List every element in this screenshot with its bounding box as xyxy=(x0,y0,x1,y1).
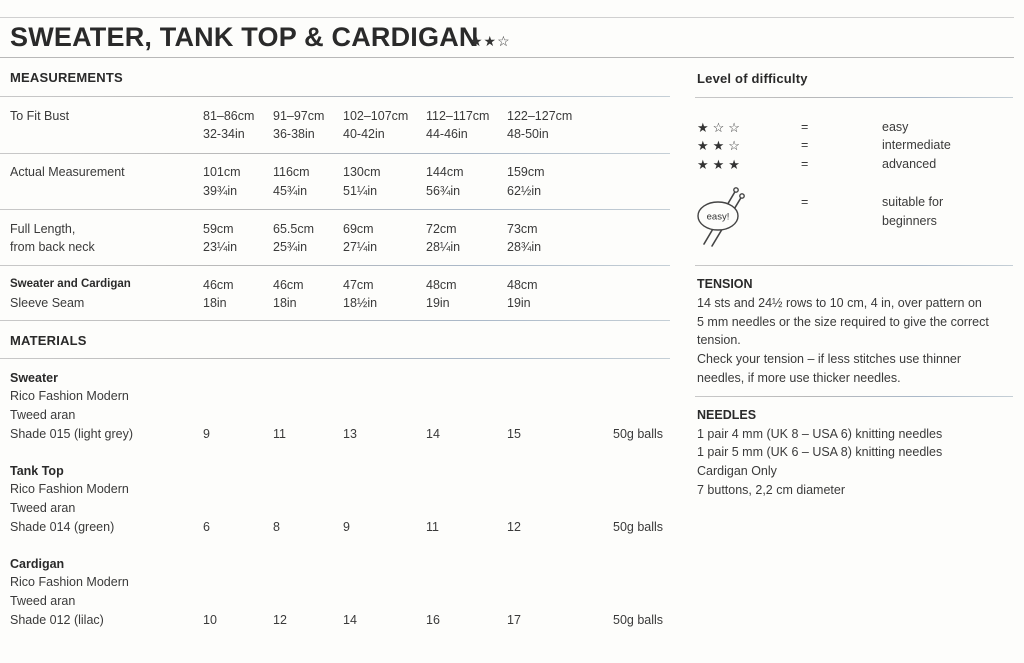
equals-sign: = xyxy=(801,120,809,134)
ball-unit: 50g balls xyxy=(613,427,664,441)
measurements-heading: MEASUREMENTS xyxy=(10,70,123,85)
measure-cell: 73cm xyxy=(507,222,538,236)
ball-count: 14 xyxy=(426,427,440,441)
ball-unit: 50g balls xyxy=(613,520,664,534)
ball-count: 13 xyxy=(343,427,357,441)
title-difficulty-stars: ★★☆ xyxy=(470,33,511,49)
measure-cell: 159cm xyxy=(507,165,545,179)
equals-sign: = xyxy=(801,195,809,209)
section-rule xyxy=(695,97,1013,98)
measure-cell: 27¼in xyxy=(343,240,378,254)
measure-cell: 39¾in xyxy=(203,184,238,198)
measure-cell: 59cm xyxy=(203,222,234,236)
equals-sign: = xyxy=(801,157,809,171)
ball-count: 16 xyxy=(426,613,440,627)
badge-label: beginners xyxy=(882,214,937,228)
measure-cell: 18in xyxy=(203,296,227,310)
ball-count: 14 xyxy=(343,613,357,627)
measure-cell: 62½in xyxy=(507,184,542,198)
measure-cell: 112–117cm xyxy=(426,109,490,123)
measure-cell: 40-42in xyxy=(343,127,385,141)
measure-cell: 46cm xyxy=(203,278,234,292)
row-rule xyxy=(0,320,670,321)
ball-count: 10 xyxy=(203,613,217,627)
measure-cell: 46cm xyxy=(273,278,304,292)
measure-cell: 45¾in xyxy=(273,184,308,198)
difficulty-heading: Level of difficulty xyxy=(697,71,808,86)
ball-count: 11 xyxy=(273,427,286,441)
measure-cell: 144cm xyxy=(426,165,464,179)
ball-count: 11 xyxy=(426,520,439,534)
material-name: Tank Top xyxy=(10,464,64,478)
difficulty-label: intermediate xyxy=(882,138,951,152)
row-label: from back neck xyxy=(10,240,95,254)
material-yarn: Rico Fashion Modern xyxy=(10,575,129,589)
measure-cell: 122–127cm xyxy=(507,109,573,123)
needles-line: 7 buttons, 2,2 cm diameter xyxy=(697,483,845,497)
row-label: Sweater and Cardigan xyxy=(10,278,131,290)
title-rule xyxy=(0,57,1014,58)
measure-cell: 19in xyxy=(507,296,531,310)
stars-icon: ★☆☆ xyxy=(697,120,744,135)
row-rule xyxy=(0,265,670,266)
row-rule xyxy=(0,153,670,154)
ball-unit: 50g balls xyxy=(613,613,664,627)
measure-cell: 18in xyxy=(273,296,297,310)
equals-sign: = xyxy=(801,138,809,152)
material-yarn: Tweed aran xyxy=(10,501,76,515)
measure-cell: 23¼in xyxy=(203,240,238,254)
stars-icon: ★★☆ xyxy=(697,138,744,153)
material-yarn: Rico Fashion Modern xyxy=(10,389,129,403)
material-shade: Shade 014 (green) xyxy=(10,520,115,534)
measure-cell: 72cm xyxy=(426,222,457,236)
ball-count: 12 xyxy=(273,613,287,627)
needles-line: 1 pair 5 mm (UK 6 – USA 8) knitting needles xyxy=(697,445,943,459)
material-name: Sweater xyxy=(10,371,58,385)
tension-line: 5 mm needles or the size required to give the correct xyxy=(697,315,989,329)
measure-cell: 56¾in xyxy=(426,184,461,198)
measure-cell: 36-38in xyxy=(273,127,315,141)
ball-count: 15 xyxy=(507,427,521,441)
difficulty-label: easy xyxy=(882,120,909,134)
needles-line: Cardigan Only xyxy=(697,464,777,478)
ball-count: 17 xyxy=(507,613,521,627)
ball-count: 6 xyxy=(203,520,210,534)
measure-cell: 32-34in xyxy=(203,127,245,141)
row-rule xyxy=(0,209,670,210)
material-name: Cardigan xyxy=(10,557,65,571)
materials-heading: MATERIALS xyxy=(10,333,87,348)
easy-yarn-badge-icon xyxy=(694,186,746,248)
ball-count: 9 xyxy=(343,520,350,534)
measure-cell: 51¼in xyxy=(343,184,378,198)
tension-heading: TENSION xyxy=(697,277,753,291)
measure-cell: 44-46in xyxy=(426,127,468,141)
ball-count: 9 xyxy=(203,427,210,441)
section-rule xyxy=(0,358,670,359)
measure-cell: 18½in xyxy=(343,296,378,310)
measure-cell: 65.5cm xyxy=(273,222,314,236)
measure-cell: 47cm xyxy=(343,278,374,292)
measure-cell: 25¾in xyxy=(273,240,308,254)
badge-label: suitable for xyxy=(882,195,944,209)
tension-line: needles, if more use thicker needles. xyxy=(697,371,901,385)
measure-cell: 116cm xyxy=(273,165,310,179)
ball-count: 8 xyxy=(273,520,280,534)
measure-cell: 28¾in xyxy=(507,240,542,254)
needles-line: 1 pair 4 mm (UK 8 – USA 6) knitting needles xyxy=(697,427,943,441)
material-shade: Shade 015 (light grey) xyxy=(10,427,133,441)
row-label: To Fit Bust xyxy=(10,109,70,123)
measure-cell: 102–107cm xyxy=(343,109,409,123)
row-label: Full Length, xyxy=(10,222,76,236)
difficulty-label: advanced xyxy=(882,157,937,171)
measure-cell: 48cm xyxy=(426,278,457,292)
page-title: SWEATER, TANK TOP & CARDIGAN xyxy=(10,22,479,52)
badge-text: easy! xyxy=(706,211,730,223)
material-yarn: Tweed aran xyxy=(10,408,76,422)
measure-cell: 19in xyxy=(426,296,450,310)
row-label: Sleeve Seam xyxy=(10,296,85,310)
measure-cell: 48cm xyxy=(507,278,538,292)
tension-line: tension. xyxy=(697,333,741,347)
ball-count: 12 xyxy=(507,520,521,534)
row-label: Actual Measurement xyxy=(10,165,125,179)
section-rule xyxy=(695,396,1013,397)
measure-cell: 48-50in xyxy=(507,127,549,141)
measure-cell: 130cm xyxy=(343,165,381,179)
needles-heading: NEEDLES xyxy=(697,408,757,422)
measure-cell: 91–97cm xyxy=(273,109,325,123)
measure-cell: 28¼in xyxy=(426,240,461,254)
measure-cell: 81–86cm xyxy=(203,109,255,123)
top-rule xyxy=(0,17,1014,18)
measure-cell: 101cm xyxy=(203,165,241,179)
material-yarn: Tweed aran xyxy=(10,594,76,608)
material-shade: Shade 012 (lilac) xyxy=(10,613,104,627)
tension-line: 14 sts and 24½ rows to 10 cm, 4 in, over pattern on xyxy=(697,296,982,310)
section-rule xyxy=(0,96,670,97)
tension-line: Check your tension – if less stitches use thinner xyxy=(697,352,962,366)
stars-icon: ★★★ xyxy=(697,157,744,172)
section-rule xyxy=(695,265,1013,266)
measure-cell: 69cm xyxy=(343,222,374,236)
material-yarn: Rico Fashion Modern xyxy=(10,482,129,496)
